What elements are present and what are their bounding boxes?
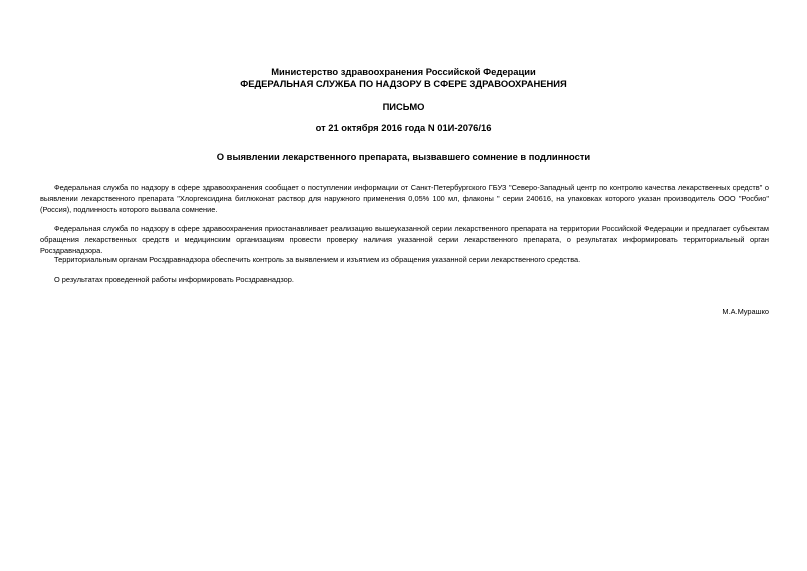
signature: М.А.Мурашко (722, 307, 769, 316)
document-header (0, 66, 807, 90)
document-subject: О выявлении лекарственного препарата, вызвавшего сомнение в подлинности (216, 151, 591, 162)
paragraph-text: О результатах проведенной работы информировать Росздравнадзор. (54, 275, 294, 284)
paragraph-3 (40, 254, 769, 265)
paragraph-text: Территориальным органам Росздравнадзора обеспечить контроль за выявлением и изъятием из обращения указанной серии лекарственного средства. (54, 255, 581, 264)
document-date-number: от 21 октября 2016 года N 01И-2076/16 (315, 122, 492, 133)
paragraph-2 (40, 223, 769, 256)
ministry-name: Министерство здравоохранения Российской Федерации (271, 66, 536, 77)
service-name: ФЕДЕРАЛЬНАЯ СЛУЖБА ПО НАДЗОРУ В СФЕРЕ ЗДРАВООХРАНЕНИЯ (240, 78, 567, 89)
document-type: ПИСЬМО (382, 101, 425, 112)
paragraph-text: Федеральная служба по надзору в сфере здравоохранения приостанавливает реализацию вышеуказанной серии лекарственного препарата на территории Российской Федерации и предлагает субъектам обращения лекарственных средств и медицинским организациям провести проверку наличия указанной серии лекарственного препарата, о результатах информировать территориальный орган Росздравнадзора. (40, 224, 769, 255)
paragraph-1 (40, 182, 769, 215)
paragraph-text: Федеральная служба по надзору в сфере здравоохранения сообщает о поступлении информации от Санкт-Петербургского ГБУЗ "Северо-Западный центр по контролю качества лекарственных средств" о выявлении лекарственного препарата "Хлоргексидина биглюконат раствор для наружного применения 0,05% 100 мл, флаконы " серии 240616, на упаковках которого указан производитель ООО "Росбио" (Россия), подлинность которого вызвала сомнение. (40, 183, 769, 214)
paragraph-4 (40, 274, 769, 285)
